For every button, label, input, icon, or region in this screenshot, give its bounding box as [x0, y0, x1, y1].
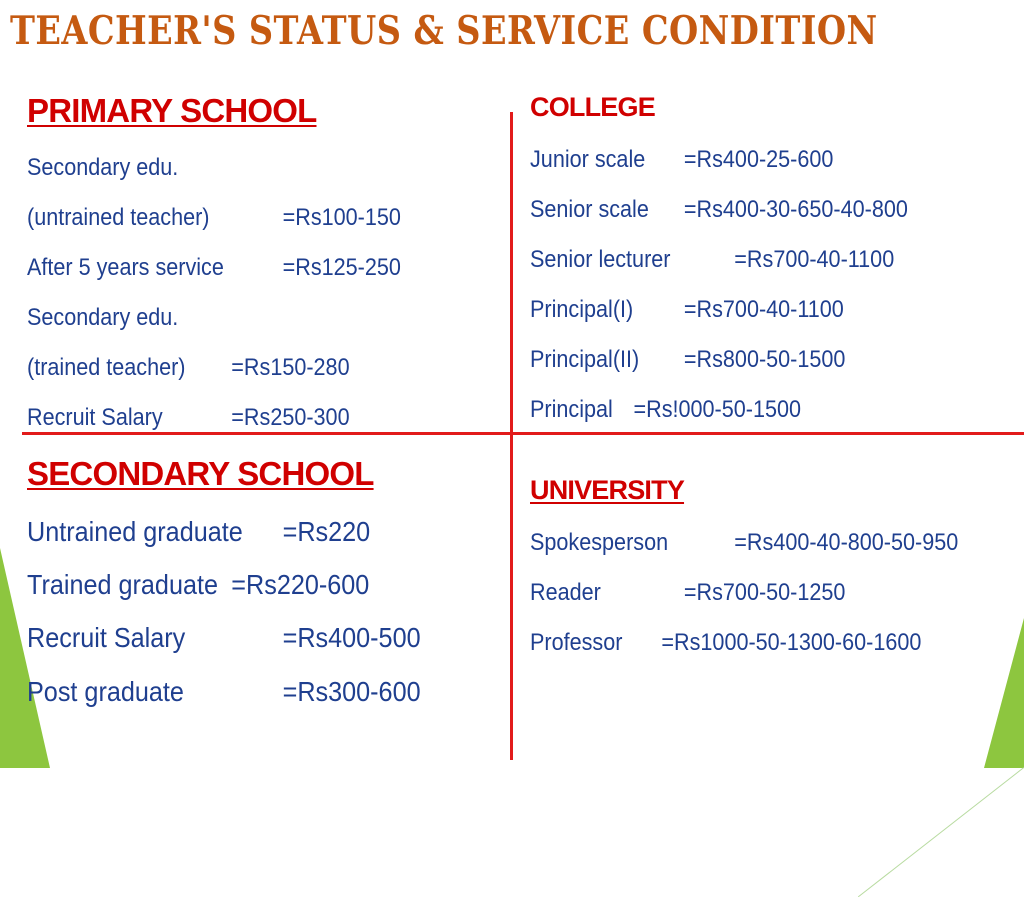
college-line-label: Senior scale [530, 196, 649, 223]
college-heading: COLLEGE [530, 92, 655, 122]
primary-line-value: =Rs125-250 [282, 254, 401, 281]
university-heading: UNIVERSITY [530, 475, 685, 505]
secondary-line-label: Trained graduate [27, 569, 218, 600]
vertical-divider [510, 112, 513, 760]
primary-line-label: Recruit Salary [27, 404, 163, 431]
secondary-line-value: =Rs220-600 [231, 569, 370, 600]
university-line-value: =Rs400-40-800-50-950 [734, 529, 959, 556]
college-line-value: =Rs800-50-1500 [683, 346, 846, 373]
college-line-value: =Rs400-30-650-40-800 [683, 196, 908, 223]
university-line-value: =Rs1000-50-1300-60-1600 [661, 629, 922, 656]
page-title: TEACHER'S STATUS & SERVICE CONDITION [10, 8, 878, 54]
decorative-green-triangle-right [984, 618, 1024, 768]
primary-line-value: =Rs100-150 [282, 204, 401, 231]
college-line-value: =Rs700-40-1100 [734, 246, 895, 273]
university-line-value: =Rs700-50-1250 [683, 579, 846, 606]
primary-line-value: =Rs250-300 [231, 404, 350, 431]
horizontal-divider [22, 432, 1024, 435]
university-line-label: Professor [530, 629, 623, 656]
university-line-label: Reader [530, 579, 601, 606]
secondary-line-value: =Rs300-600 [282, 676, 421, 707]
primary-line-label: After 5 years service [27, 254, 224, 281]
college-line-label: Principal(II) [530, 346, 640, 373]
university-line-label: Spokesperson [530, 529, 669, 556]
secondary-line-label: Recruit Salary [27, 622, 186, 653]
college-line-label: Senior lecturer [530, 246, 671, 273]
primary-line-label: Secondary edu. [27, 304, 179, 331]
secondary-line-value: =Rs220 [282, 516, 371, 547]
secondary-line-value: =Rs400-500 [282, 622, 421, 653]
primary-line-value: =Rs150-280 [231, 354, 350, 381]
college-line-label: Principal [530, 396, 613, 423]
primary-line-label: (untrained teacher) [27, 204, 210, 231]
college-line-label: Principal(I) [530, 296, 634, 323]
primary-line-label: Secondary edu. [27, 154, 179, 181]
primary-line-label: (trained teacher) [27, 354, 186, 381]
secondary-school-heading: SECONDARY SCHOOL [27, 455, 374, 492]
secondary-line-label: Untrained graduate [27, 516, 243, 547]
college-line-value: =Rs400-25-600 [683, 146, 834, 173]
secondary-line-label: Post graduate [27, 676, 184, 707]
college-line-value: =Rs700-40-1100 [683, 296, 844, 323]
college-line-label: Junior scale [530, 146, 646, 173]
decorative-diagonal-line [858, 767, 1024, 897]
primary-school-heading: PRIMARY SCHOOL [27, 92, 317, 129]
college-line-value: =Rs!000-50-1500 [633, 396, 802, 423]
